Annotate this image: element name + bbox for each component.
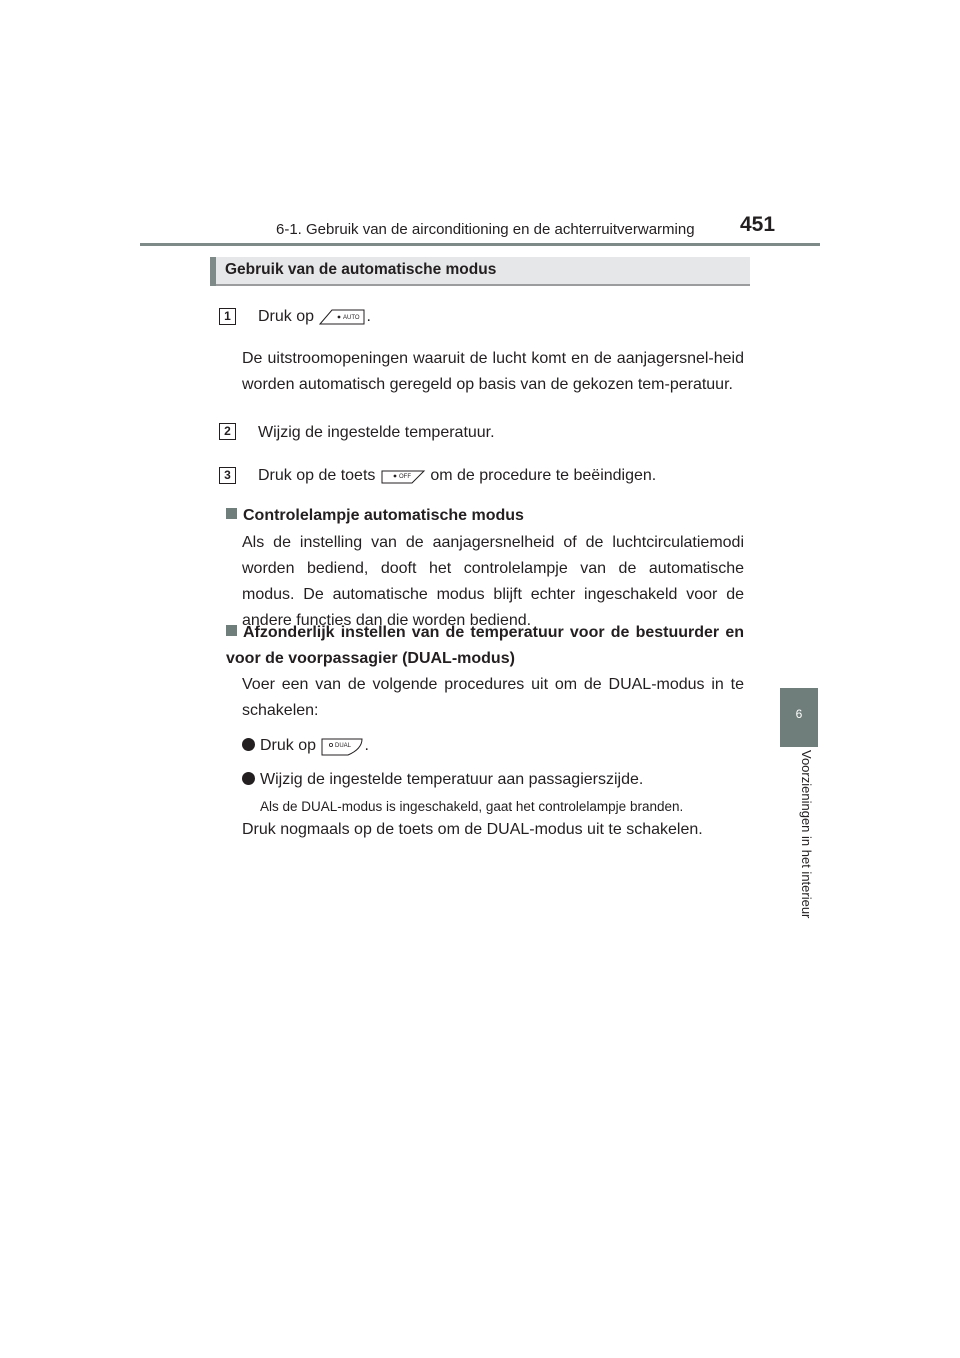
header-divider [140, 243, 820, 246]
step-1-text-after: . [366, 308, 371, 325]
round-bullet-icon [242, 738, 255, 751]
square-bullet-icon [226, 625, 237, 636]
step-3-text-before: Druk op de toets [258, 467, 376, 484]
bullet-2-text: Wijzig de ingestelde temperatuur aan passagierszijde. [260, 771, 644, 788]
note-1-heading-text: Controlelampje automatische modus [243, 507, 524, 524]
step-number-box: 1 [219, 308, 236, 325]
auto-button-label: AUTO [343, 314, 361, 321]
dual-button-icon [320, 735, 364, 757]
note-2-heading-text: Afzonderlijk instellen van de temperatuur voor de bestuurder en voor de voorpassagier (DUAL-modus) [226, 624, 744, 667]
page-number: 451 [740, 213, 776, 236]
note-2-body: Voer een van de volgende procedures uit om de DUAL-modus in te schakelen: [242, 676, 744, 719]
step-number-box: 3 [219, 467, 236, 484]
step-3-text-after: om de procedure te beëindigen. [430, 467, 657, 484]
note-1-heading [226, 503, 524, 529]
chapter-tab-label: Voorzieningen in het interieur [799, 750, 814, 919]
off-button-label: OFF [398, 473, 411, 480]
auto-button-icon [318, 308, 366, 326]
chapter-title: 6-1. Gebruik van de airconditioning en de achterruitverwarming [276, 221, 695, 238]
round-bullet-icon [242, 772, 255, 785]
chapter-tab [780, 688, 818, 747]
bullet-1-text-after: . [364, 737, 369, 754]
note-2-small-note: Als de DUAL-modus is ingeschakeld, gaat het controlelampje branden. [260, 799, 684, 814]
step-3-instruction [258, 463, 656, 489]
step-2-instruction: Wijzig de ingestelde temperatuur. [258, 424, 495, 441]
chapter-tab-number: 6 [795, 707, 803, 721]
note-2-footer: Druk nogmaals op de toets om de DUAL-modus uit te schakelen. [242, 821, 703, 838]
note-2-bullet-2 [242, 767, 643, 793]
note-2-heading [226, 620, 744, 672]
step-1-instruction [258, 304, 371, 330]
step-number-box: 2 [219, 423, 236, 440]
square-bullet-icon [226, 508, 237, 519]
step-1-text-before: Druk op [258, 308, 315, 325]
note-1-body: Als de instelling van de aanjagersnelheid of de luchtcirculatiemodi worden bediend, dooft het controlelampje van de automatische modus. De automatische modus blijft echter ingeschakeld voor de andere functies dan die worden bediend. [242, 534, 744, 629]
dual-button-label: DUAL [335, 742, 352, 749]
section-title: Gebruik van de automatische modus [225, 261, 497, 278]
section-heading-accent [210, 257, 216, 286]
off-button-icon [380, 467, 426, 485]
step-1-description: De uitstroomopeningen waaruit de lucht komt en de aanjagersnel-heid worden automatisch geregeld op basis van de gekozen tem-peratuur. [242, 350, 744, 393]
bullet-1-text-before: Druk op [260, 737, 317, 754]
section-heading [210, 257, 750, 286]
note-2-bullet-1 [242, 733, 369, 759]
